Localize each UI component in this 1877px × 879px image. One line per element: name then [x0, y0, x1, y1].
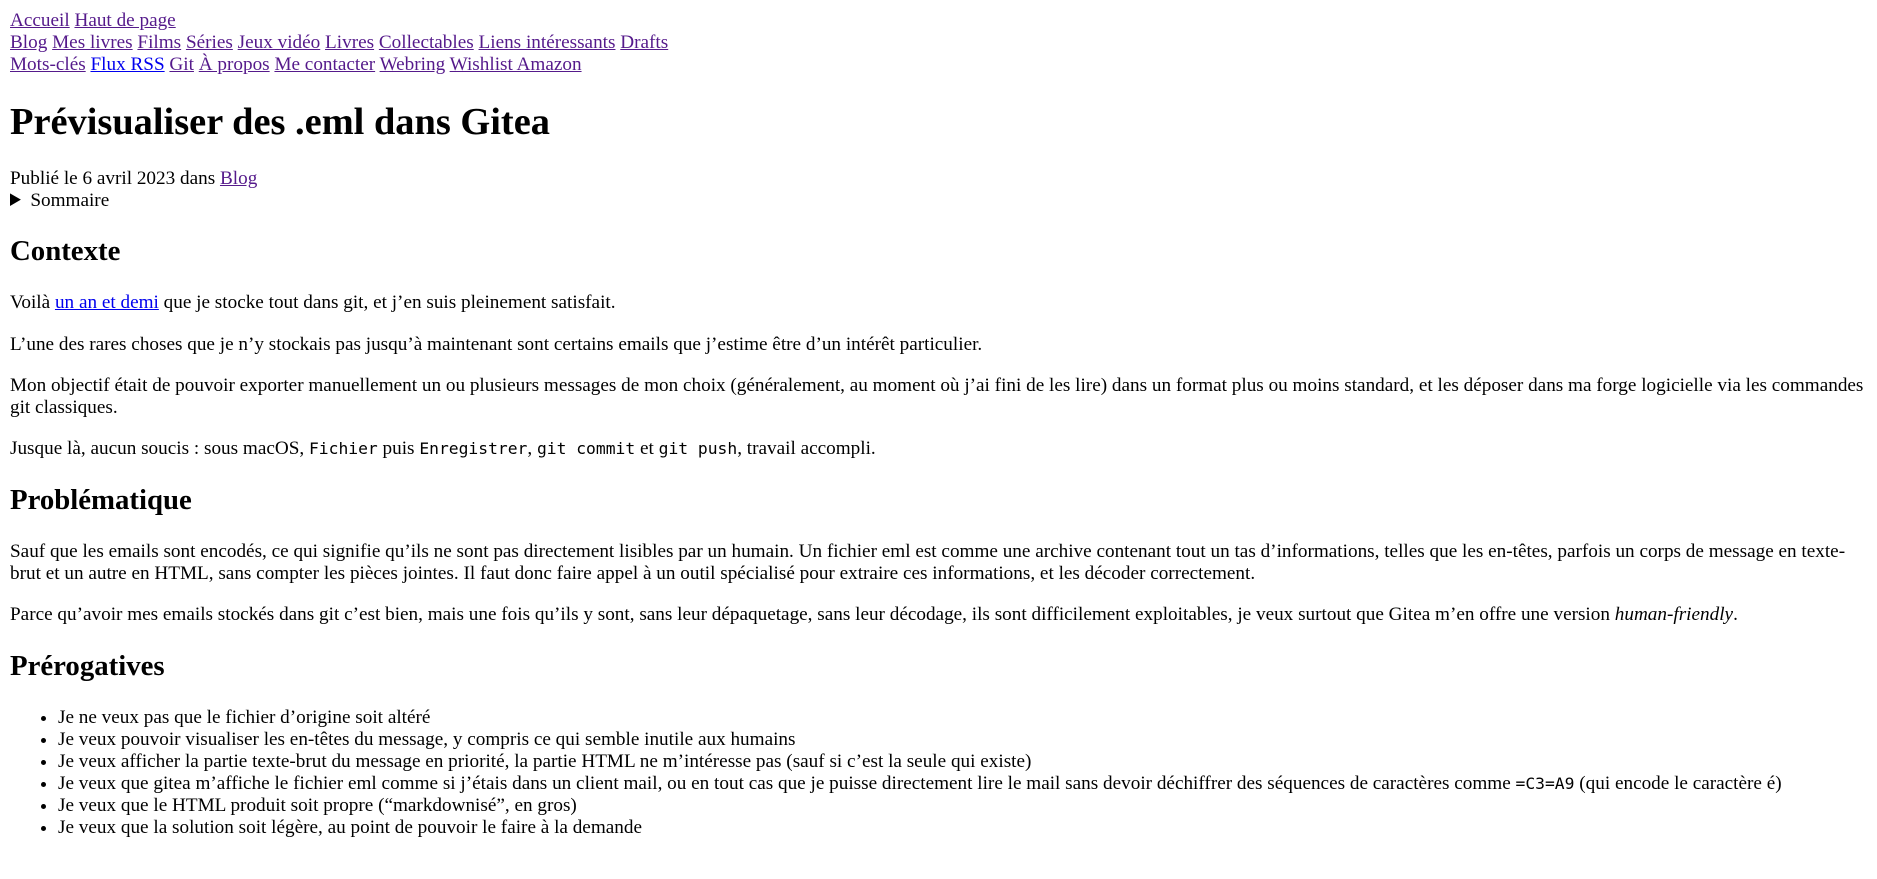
nav-link-a-propos[interactable]: À propos: [198, 54, 270, 75]
nav-row-top: [10, 10, 1867, 32]
toc-details: [10, 190, 1867, 212]
list-item: • Je veux que le HTML produit soit propre (“markdownisé”, en gros): [58, 795, 1867, 817]
nav-link-flux-rss[interactable]: Flux RSS: [90, 54, 165, 75]
nav-link-collectables[interactable]: Collectables: [378, 32, 474, 53]
inline-code: git push: [658, 438, 738, 458]
nav-link-webring[interactable]: Webring: [379, 54, 446, 75]
list-item: • Je ne veux pas que le fichier d’origine soit altéré: [58, 707, 1867, 729]
nav-link-liens-interessants[interactable]: Liens intéressants: [478, 32, 616, 53]
inline-code: Fichier: [308, 438, 378, 458]
link-un-an-et-demi[interactable]: un an et demi: [54, 292, 159, 314]
nav-link-wishlist-amazon[interactable]: Wishlist Amazon: [449, 54, 582, 75]
article: [10, 100, 1867, 839]
emphasis-text: human-friendly: [1614, 603, 1734, 625]
nav-link-mots-cles[interactable]: Mots-clés: [10, 54, 86, 75]
inline-code: Enregistrer: [419, 438, 528, 458]
list-item: • Je veux que gitea m’affiche le fichier eml comme si j’étais dans un client mail, ou en tout cas que je puisse directement lire le mail sans devoir déchiffrer des séquences de caractères comme =C3=A9 (qui encode le caractère é): [58, 773, 1867, 795]
nav-link-drafts[interactable]: Drafts: [620, 32, 669, 53]
nav-link-livres[interactable]: Livres: [325, 32, 375, 53]
paragraph: Mon objectif était de pouvoir exporter manuellement un ou plusieurs messages de mon choix (généralement, au moment où j’ai fini de les lire) dans un format plus ou moins standard, et les déposer dans ma forge logicielle via les commandes git classiques.: [10, 374, 1864, 418]
nav-link-films[interactable]: Films: [137, 32, 182, 53]
nav-link-blog[interactable]: Blog: [10, 32, 48, 53]
nav-row-sections: [10, 32, 1867, 54]
list-item: • Je veux que la solution soit légère, au point de pouvoir le faire à la demande: [58, 817, 1867, 839]
publish-meta: Publié le 6 avril 2023 dans Blog: [10, 167, 258, 189]
list-item: • Je veux pouvoir visualiser les en-têtes du message, y compris ce qui semble inutile aux humains: [58, 729, 1867, 751]
paragraph: Voilà un an et demi que je stocke tout dans git, et j’en suis pleinement satisfait.: [10, 292, 616, 314]
page-title: Prévisualiser des .eml dans Gitea: [10, 100, 550, 143]
nav-link-series[interactable]: Séries: [185, 32, 233, 53]
site-nav: [10, 10, 1867, 76]
paragraph: L’une des rares choses que je n’y stockais pas jusqu’à maintenant sont certains emails que j’estime être d’un intérêt particulier.: [10, 333, 983, 355]
list-item: • Je veux afficher la partie texte-brut du message en priorité, la partie HTML ne m’intéresse pas (sauf si c’est la seule qui existe): [58, 751, 1867, 773]
category-link-blog[interactable]: Blog: [219, 167, 258, 189]
paragraph: Parce qu’avoir mes emails stockés dans git c’est bien, mais une fois qu’ils y sont, sans leur dépaquetage, sans leur décodage, ils sont difficilement exploitables, je veux surtout que Gitea m’en offre une version human-friendly.: [10, 603, 1738, 625]
section-heading-problematique: Problématique: [10, 483, 192, 516]
nav-link-me-contacter[interactable]: Me contacter: [274, 54, 376, 75]
section-contexte: [10, 235, 1867, 459]
nav-link-jeux-video[interactable]: Jeux vidéo: [237, 32, 321, 53]
nav-row-meta: [10, 54, 1867, 76]
inline-code: git commit: [536, 438, 636, 458]
toc-summary-toggle[interactable]: Sommaire: [30, 189, 110, 211]
nav-link-haut-de-page[interactable]: Haut de page: [74, 10, 176, 31]
section-problematique: [10, 484, 1867, 626]
section-heading-prerogatives: Prérogatives: [10, 649, 165, 682]
paragraph: Jusque là, aucun soucis : sous macOS, Fichier puis Enregistrer, git commit et git push, travail accompli.: [10, 437, 876, 459]
paragraph: Sauf que les emails sont encodés, ce qui signifie qu’ils ne sont pas directement lisibles par un humain. Un fichier eml est comme une archive contenant tout un tas d’informations, telles que les en-têtes, parfois un corps de message en texte-brut et un autre en HTML, sans compter les pièces jointes. Il faut donc faire appel à un outil spécialisé pour extraire ces informations, et les décoder correctement.: [10, 540, 1846, 584]
section-heading-contexte: Contexte: [10, 235, 121, 268]
nav-link-accueil[interactable]: Accueil: [10, 10, 70, 31]
nav-link-mes-livres[interactable]: Mes livres: [52, 32, 133, 53]
inline-code: =C3=A9: [1515, 773, 1575, 793]
section-prerogatives: [10, 650, 1867, 839]
nav-link-git[interactable]: Git: [169, 54, 194, 75]
prerogatives-list: [10, 707, 1867, 839]
